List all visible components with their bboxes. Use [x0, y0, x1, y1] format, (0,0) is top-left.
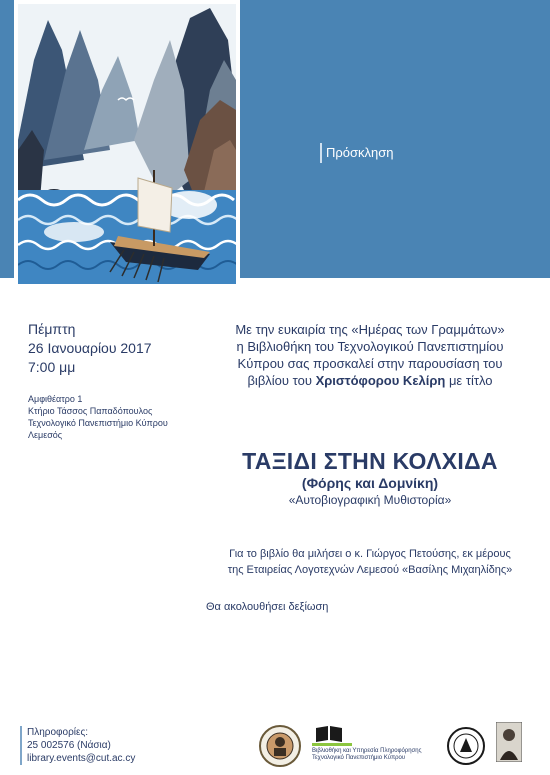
invitation-label: Πρόσκληση — [326, 145, 394, 160]
event-venue — [28, 393, 208, 441]
intro-line: Κύπρου σας προσκαλεί στην παρουσίαση του — [237, 356, 503, 371]
event-details — [28, 320, 208, 441]
association-seal-logo — [258, 724, 302, 768]
intro-line — [200, 372, 540, 389]
cover-illustration — [14, 0, 240, 290]
speaker-line: Για το βιβλίο θα μιλήσει ο κ. Γιώργος Πετούσης, εκ μέρους — [229, 548, 511, 560]
book-title-block — [200, 448, 540, 508]
venue-line: Λεμεσός — [28, 430, 63, 440]
info-email[interactable]: library.events@cut.ac.cy — [27, 753, 136, 764]
speaker-note — [200, 546, 540, 578]
portrait-image — [496, 722, 522, 762]
intro-line: Με την ευκαιρία της «Ημέρας των Γραμμάτων» — [235, 322, 505, 337]
speaker-line: της Εταιρείας Λογοτεχνών Λεμεσού «Βασίλης Μιχαηλίδης» — [227, 564, 513, 576]
library-line: Βιβλιοθήκη και Υπηρεσία Πληροφόρησης — [312, 748, 422, 754]
intro-text: βιβλίου του — [247, 373, 312, 388]
library-book-logo — [312, 724, 352, 746]
venue-line: Αμφιθέατρο 1 — [28, 394, 83, 404]
reception-note: Θα ακολουθήσει δεξίωση — [206, 601, 329, 613]
event-time: 7:00 μμ — [28, 359, 76, 375]
venue-line: Τεχνολογικό Πανεπιστήμιο Κύπρου — [28, 418, 168, 428]
library-line: Τεχνολογικό Πανεπιστήμιο Κύπρου — [312, 755, 406, 761]
info-phone: 25 002576 (Νάσια) — [27, 740, 111, 751]
library-name — [312, 748, 422, 762]
author-name: Χριστόφορου Κελίρη — [315, 373, 446, 388]
info-label: Πληροφορίες: — [27, 727, 89, 738]
event-date: 26 Ιανουαρίου 2017 — [28, 340, 152, 356]
contact-info — [20, 726, 135, 765]
book-genre: «Αυτοβιογραφική Μυθιστορία» — [288, 493, 452, 507]
university-seal-logo — [446, 726, 486, 766]
invitation-intro — [200, 321, 540, 389]
event-day: Πέμπτη — [28, 321, 76, 337]
invitation-label-wrap — [320, 143, 394, 163]
book-title: ΤΑΞΙΔΙ ΣΤΗΝ ΚΟΛΧΙΔΑ — [242, 448, 498, 474]
book-subtitle: (Φόρης και Δομνίκη) — [301, 475, 439, 491]
ship-and-cliffs-illustration — [14, 0, 240, 290]
venue-line: Κτήριο Τάσσος Παπαδόπουλος — [28, 406, 153, 416]
intro-text: με τίτλο — [448, 373, 493, 388]
intro-line: η Βιβλιοθήκη του Τεχνολογικού Πανεπιστημίου — [236, 339, 504, 354]
